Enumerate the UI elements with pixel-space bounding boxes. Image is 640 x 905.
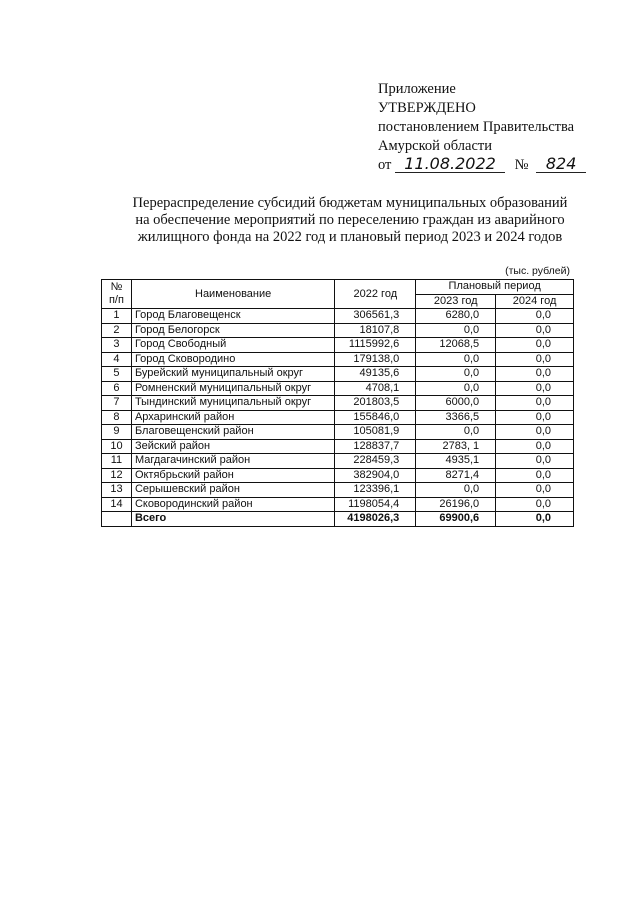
row-number: 9 — [102, 425, 132, 440]
row-2022: 382904,0 — [335, 468, 416, 483]
row-2024: 0,0 — [496, 497, 574, 512]
total-2022: 4198026,3 — [335, 512, 416, 527]
row-number: 8 — [102, 410, 132, 425]
row-name: Город Сковородино — [131, 352, 334, 367]
row-2022: 128837,7 — [335, 439, 416, 454]
table-row — [102, 483, 574, 498]
date-number-line — [378, 156, 628, 175]
subsidy-table — [101, 279, 574, 527]
row-number: 12 — [102, 468, 132, 483]
row-2024: 0,0 — [496, 425, 574, 440]
number-sign: № — [514, 157, 529, 173]
handwritten-number: 824 — [536, 156, 586, 173]
row-2023: 6280,0 — [416, 309, 496, 324]
table-row — [102, 323, 574, 338]
row-2023: 3366,5 — [416, 410, 496, 425]
row-2022: 155846,0 — [335, 410, 416, 425]
table-row — [102, 497, 574, 512]
row-2022: 49135,6 — [335, 367, 416, 382]
row-2022: 201803,5 — [335, 396, 416, 411]
row-2023: 8271,4 — [416, 468, 496, 483]
table-row — [102, 381, 574, 396]
row-2023: 0,0 — [416, 381, 496, 396]
row-number: 2 — [102, 323, 132, 338]
row-name: Бурейский муниципальный округ — [131, 367, 334, 382]
table-row — [102, 410, 574, 425]
row-2022: 1198054,4 — [335, 497, 416, 512]
row-2023: 0,0 — [416, 483, 496, 498]
from-label: от — [378, 157, 392, 173]
row-2023: 6000,0 — [416, 396, 496, 411]
row-number: 14 — [102, 497, 132, 512]
row-2023: 4935,1 — [416, 454, 496, 469]
title-line-3: жилищного фонда на 2022 год и плановый период 2023 и 2024 годов — [137, 229, 563, 245]
header-plan-period: Плановый период — [416, 280, 574, 295]
title-line-1: Перераспределение субсидий бюджетам муниципальных образований — [132, 195, 568, 211]
row-2024: 0,0 — [496, 396, 574, 411]
table-row — [102, 338, 574, 353]
header-2023: 2023 год — [416, 294, 496, 309]
row-number: 4 — [102, 352, 132, 367]
header-number: № п/п — [102, 280, 132, 309]
table-row — [102, 309, 574, 324]
row-name: Зейский район — [131, 439, 334, 454]
row-2024: 0,0 — [496, 323, 574, 338]
row-name: Магдагачинский район — [131, 454, 334, 469]
row-2023: 0,0 — [416, 425, 496, 440]
row-2024: 0,0 — [496, 439, 574, 454]
row-2022: 1115992,6 — [335, 338, 416, 353]
row-2022: 4708,1 — [335, 381, 416, 396]
row-2022: 228459,3 — [335, 454, 416, 469]
units-note: (тыс. рублей) — [505, 265, 570, 277]
row-2022: 179138,0 — [335, 352, 416, 367]
row-2024: 0,0 — [496, 381, 574, 396]
total-row — [102, 512, 574, 527]
row-2024: 0,0 — [496, 338, 574, 353]
approval-block — [378, 80, 628, 175]
total-label: Всего — [131, 512, 334, 527]
row-number: 1 — [102, 309, 132, 324]
row-name: Город Благовещенск — [131, 309, 334, 324]
handwritten-date: 11.08.2022 — [395, 156, 505, 173]
row-name: Сковородинский район — [131, 497, 334, 512]
row-name: Октябрьский район — [131, 468, 334, 483]
row-2024: 0,0 — [496, 352, 574, 367]
row-2023: 12068,5 — [416, 338, 496, 353]
approved-label: УТВЕРЖДЕНО — [378, 100, 476, 116]
row-name: Архаринский район — [131, 410, 334, 425]
table-row — [102, 439, 574, 454]
row-2023: 26196,0 — [416, 497, 496, 512]
row-2024: 0,0 — [496, 483, 574, 498]
table-row — [102, 454, 574, 469]
row-name: Ромненский муниципальный округ — [131, 381, 334, 396]
title-line-2: на обеспечение мероприятий по переселению граждан из аварийного — [135, 212, 565, 228]
total-empty-cell — [102, 512, 132, 527]
row-name: Город Свободный — [131, 338, 334, 353]
row-2022: 18107,8 — [335, 323, 416, 338]
resolution-label: постановлением Правительства — [378, 119, 575, 135]
row-2022: 105081,9 — [335, 425, 416, 440]
row-number: 13 — [102, 483, 132, 498]
row-number: 5 — [102, 367, 132, 382]
row-number: 3 — [102, 338, 132, 353]
header-2024: 2024 год — [496, 294, 574, 309]
row-number: 7 — [102, 396, 132, 411]
row-number: 11 — [102, 454, 132, 469]
total-2023: 69900,6 — [416, 512, 496, 527]
row-2023: 0,0 — [416, 352, 496, 367]
table-row — [102, 352, 574, 367]
row-name: Тындинский муниципальный округ — [131, 396, 334, 411]
row-2024: 0,0 — [496, 410, 574, 425]
row-2022: 123396,1 — [335, 483, 416, 498]
row-2024: 0,0 — [496, 454, 574, 469]
table-row — [102, 367, 574, 382]
table-row — [102, 468, 574, 483]
row-number: 10 — [102, 439, 132, 454]
row-2022: 306561,3 — [335, 309, 416, 324]
row-number: 6 — [102, 381, 132, 396]
document-title — [100, 195, 600, 246]
row-2023: 0,0 — [416, 323, 496, 338]
row-2024: 0,0 — [496, 309, 574, 324]
header-2022: 2022 год — [335, 280, 416, 309]
row-2023: 0,0 — [416, 367, 496, 382]
row-2023: 2783, 1 — [416, 439, 496, 454]
row-2024: 0,0 — [496, 367, 574, 382]
row-name: Город Белогорск — [131, 323, 334, 338]
row-2024: 0,0 — [496, 468, 574, 483]
row-name: Серышевский район — [131, 483, 334, 498]
header-name: Наименование — [131, 280, 334, 309]
table-row — [102, 396, 574, 411]
total-2024: 0,0 — [496, 512, 574, 527]
table-row — [102, 425, 574, 440]
region-label: Амурской области — [378, 138, 492, 154]
appendix-label: Приложение — [378, 81, 456, 97]
row-name: Благовещенский район — [131, 425, 334, 440]
